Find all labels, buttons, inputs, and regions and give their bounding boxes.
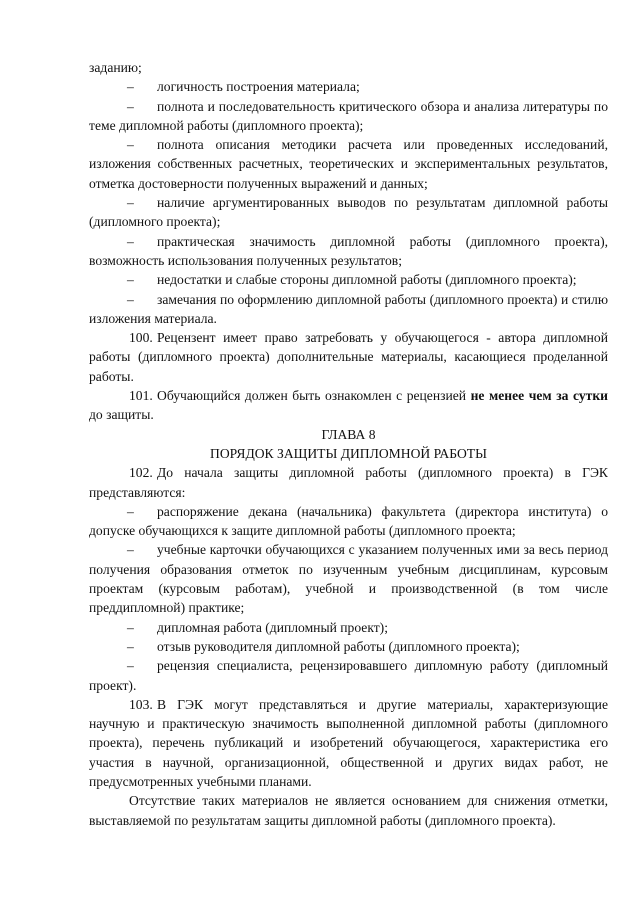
dash-marker: – <box>127 503 134 519</box>
dash-marker: – <box>127 658 134 674</box>
dash-marker: – <box>127 638 134 654</box>
bold-emphasis: не менее чем за сутки <box>470 388 608 404</box>
chapter-title: ПОРЯДОК ЗАЩИТЫ ДИПЛОМНОЙ РАБОТЫ <box>210 445 487 461</box>
paragraph-100: 100. Рецензент имеет право затребовать у обучающегося - автора дипломной работы (дипломного проекта) дополнительные материалы, касающиеся проделанной работы. <box>89 330 608 384</box>
paragraph-number: 103. <box>129 696 153 712</box>
list-item: – наличие аргументированных выводов по результатам дипломной работы (дипломного проекта); <box>89 195 608 230</box>
list-item: – распоряжение декана (начальника) факультета (директора института) о допуске обучающихся к защите дипломной работы (дипломного проекта; <box>89 503 608 539</box>
dash-marker: – <box>127 98 134 114</box>
list-item: – замечания по оформлению дипломной работы (дипломного проекта) и стилю изложения материала. <box>89 291 608 326</box>
dash-marker: – <box>127 233 134 249</box>
dash-marker: – <box>127 291 134 307</box>
list-item: – полнота и последовательность критического обзора и анализа литературы по теме дипломной работы (дипломного проекта); <box>89 98 608 133</box>
dash-marker: – <box>127 79 134 95</box>
paragraph-101: 101. Обучающийся должен быть ознакомлен с рецензией не менее чем за сутки до защиты. <box>89 388 608 423</box>
intro-line: заданию; <box>89 60 142 75</box>
paragraph-102: 102. До начала защиты дипломной работы (дипломного проекта) в ГЭК представляются: <box>89 465 608 500</box>
list-item: – дипломная работа (дипломный проект); <box>89 618 608 637</box>
dash-marker: – <box>127 195 134 211</box>
paragraph-number: 100. <box>129 330 153 346</box>
list-item: – недостатки и слабые стороны дипломной работы (дипломного проекта); <box>89 270 608 289</box>
paragraph-number: 102. <box>129 465 153 481</box>
list-item: – практическая значимость дипломной работы (дипломного проекта), возможность использования полученных результатов; <box>89 233 608 268</box>
list-item: – логичность построения материала; <box>89 77 608 96</box>
list-item: – отзыв руководителя дипломной работы (дипломного проекта); <box>89 637 608 656</box>
dash-marker: – <box>127 137 134 153</box>
list-item: – полнота описания методики расчета или проведенных исследований, изложения собственных расчетных, теоретических и экспериментальных результатов, отметка достоверности полученных выражений и данных; <box>89 137 608 191</box>
list-item: – рецензия специалиста, рецензировавшего дипломную работу (дипломный проект). <box>89 658 608 693</box>
closing-paragraph: Отсутствие таких материалов не является основанием для снижения отметки, выставляемой по результатам защиты дипломной работы (дипломного проекта). <box>89 793 608 828</box>
dash-marker: – <box>127 272 134 288</box>
chapter-label: ГЛАВА 8 <box>321 426 376 442</box>
list-item: – учебные карточки обучающихся с указанием полученных ими за весь период получения образования отметок по изученным учебным дисциплинам, курсовым проектам (курсовым работам), учебной и производственной (в том числе преддипломной) практике; <box>89 542 608 616</box>
dash-marker: – <box>127 619 134 635</box>
paragraph-103: 103. В ГЭК могут представляться и другие материалы, характеризующие научную и практическую значимость выполненной дипломной работы (дипломного проекта), перечень публикаций и изобретений обучающегося, характеристика его участия в научной, организационной, общественной и других видах работ, не предусмотренных учебными планами. <box>89 696 608 789</box>
dash-marker: – <box>127 542 134 558</box>
paragraph-number: 101. <box>129 388 153 404</box>
